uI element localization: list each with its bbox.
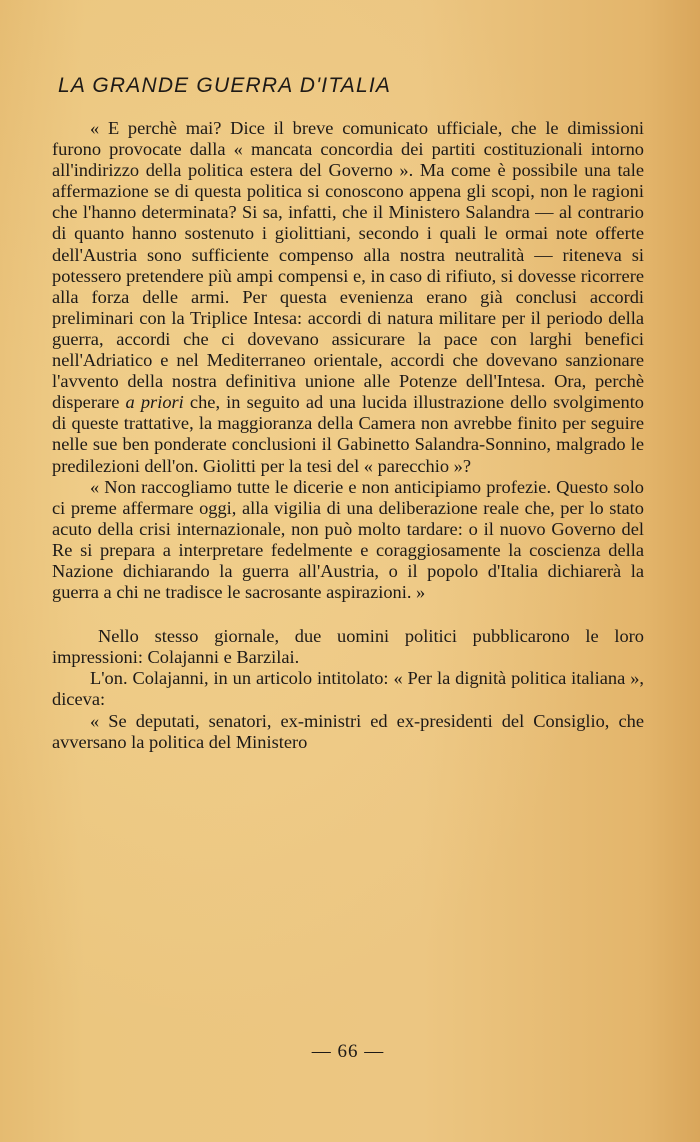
paragraph-prophecies: « Non raccogliamo tutte le dicerie e non anticipiamo profezie. Questo solo ci preme affermare oggi, alla vigilia di una deliberazione reale che, per lo stato acuto della crisi internazionale, non può molto tardare: o il nuovo Governo del Re si prepara a interpretare fedelmente e coraggiosamente la coscienza della Nazione dichiarando la guerra all'Austria, o il popolo d'Italia dichiarerà la guerra a chi ne tradisce le sacrosante aspirazioni. » bbox=[52, 476, 644, 603]
paragraph-same-newspaper: Nello stesso giornale, due uomini politici pubblicarono le loro impressioni: Colajanni e Barzilai. bbox=[52, 626, 644, 668]
paragraph-deputies: « Se deputati, senatori, ex-ministri ed ex-presidenti del Consiglio, che avversano la politica del Ministero bbox=[52, 710, 644, 752]
paragraph-text: che, in seguito ad una lucida illustrazione dello svolgimento di queste trattative, la maggioranza della Camera non avrebbe finito per seguire nelle sue ben ponderate conclusioni il Gabinetto Salandra-Sonnino, malgrado le predilezioni dell'on. Giolitti per la tesi del « parecchio »? bbox=[52, 392, 644, 476]
italic-phrase: a priori bbox=[125, 392, 184, 413]
body-text bbox=[52, 118, 644, 753]
running-head: LA GRANDE GUERRA D'ITALIA bbox=[58, 74, 392, 97]
paragraph-communique bbox=[52, 118, 644, 477]
paragraph-text: « E perchè mai? Dice il breve comunicato ufficiale, che le dimissioni furono provocate dalla « mancata concordia dei partiti costituzionali intorno all'indirizzo della politica estera del Governo ». Ma come è possibile una tale affermazione se di questa politica si conoscono appena gli scopi, non le ragioni che l'hanno determinata? Si sa, infatti, che il Ministero Salandra — al contrario di quanto hanno sostenuto i giolittiani, secondo i quali le ormai note offerte dell'Austria sono sufficiente compenso alla nostra neutralità — riteneva si potessero pretendere più ampi compensi e, in caso di rifiuto, si dovesse ricorrere alla forza delle armi. Per questa evenienza erano già conclusi accordi preliminari con la Triplice Intesa: accordi di natura militare per il periodo della guerra, accordi che ci dovevano assicurare la pace con larghi benefici nell'Adriatico e nel Mediterraneo orientale, accordi che dovevano sanzionare l'avvento della nostra definitiva unione alle Potenze dell'Intesa. Ora, perchè disperare bbox=[52, 118, 644, 413]
paragraph-colajanni: L'on. Colajanni, in un articolo intitolato: « Per la dignità politica italiana », diceva: bbox=[52, 668, 644, 710]
page-number: — 66 — bbox=[311, 1041, 385, 1062]
book-page bbox=[52, 66, 644, 1126]
